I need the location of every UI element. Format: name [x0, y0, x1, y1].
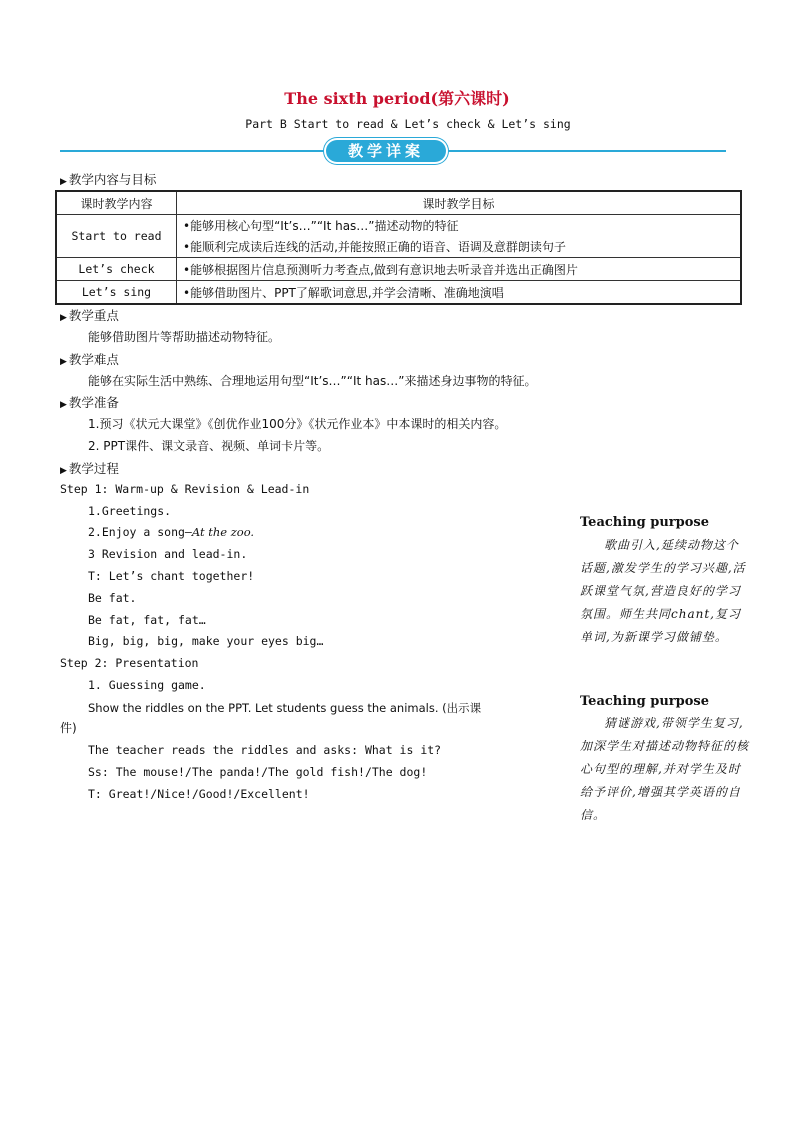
step1-line: Be fat, fat, fat… — [88, 613, 206, 627]
triangle-bullet-icon: ▶ — [60, 313, 67, 323]
key-points-text: 能够借助图片等帮助描述动物特征。 — [88, 330, 281, 344]
goal-item: •能顺利完成读后连线的活动,并能按照正确的语音、语调及意群朗读句子 — [183, 240, 566, 254]
goal-item: •能够根据图片信息预测听力考查点,做到有意识地去听录音并选出正确图片 — [177, 258, 742, 281]
goals-heading: ▶ 教学内容与目标 — [60, 172, 157, 187]
section-banner: 教学详案 — [326, 140, 446, 162]
step1-line: 3 Revision and lead-in. — [88, 547, 248, 561]
step1-line: 2.Enjoy a song—At the zoo. — [88, 525, 255, 539]
triangle-bullet-icon: ▶ — [60, 177, 67, 187]
row-content: Let’s sing — [56, 281, 177, 305]
goal-item: •能够用核心句型“It’s…”“It has…”描述动物的特征 — [183, 219, 459, 233]
col-header-content: 课时教学内容 — [56, 191, 177, 215]
banner-line-right — [442, 150, 726, 152]
page-title: The sixth period(第六课时) — [284, 89, 510, 108]
step2-line: 1. Guessing game. — [88, 678, 206, 692]
key-points-heading: ▶ 教学重点 — [60, 308, 119, 323]
preparation-item: 2. PPT课件、课文录音、视频、单词卡片等。 — [88, 439, 330, 453]
row-content: Let’s check — [56, 258, 177, 281]
step1-line: Big, big, big, make your eyes big… — [88, 634, 324, 648]
step2-line: Ss: The mouse!/The panda!/The gold fish!/The dog! — [88, 765, 428, 779]
teaching-purpose-title: Teaching purpose — [580, 515, 709, 530]
process-heading: ▶ 教学过程 — [60, 461, 119, 476]
table-header-row — [56, 191, 741, 215]
table-row — [56, 215, 741, 258]
step2-line: Show the riddles on the PPT. Let students guess the animals. (出示课 — [88, 701, 482, 715]
step2-line: T: Great!/Nice!/Good!/Excellent! — [88, 787, 310, 801]
difficulties-text: 能够在实际生活中熟练、合理地运用句型“It’s…”“It has…”来描述身边事物的特征。 — [88, 374, 537, 388]
teaching-purpose-text: 猜谜游戏,带领学生复习,加深学生对描述动物特征的核心句型的理解,并对学生及时给予评价,增强其学英语的自信。 — [580, 716, 750, 822]
table-row — [56, 258, 741, 281]
step1-title: Step 1: Warm-up & Revision & Lead-in — [60, 482, 310, 496]
preparation-item: 1.预习《状元大课堂》《创优作业100分》《状元作业本》中本课时的相关内容。 — [88, 417, 507, 431]
step1-line: 1.Greetings. — [88, 504, 172, 518]
col-header-goals: 课时教学目标 — [177, 191, 742, 215]
step1-line: Be fat. — [88, 591, 137, 605]
step2-line: The teacher reads the riddles and asks: What is it? — [88, 743, 442, 757]
teaching-purpose-text: 歌曲引入,延续动物这个话题,激发学生的学习兴趣,活跃课堂气氛,营造良好的学习氛围。师生共同chant,复习单词,为新课学习做铺垫。 — [580, 538, 746, 644]
triangle-bullet-icon: ▶ — [60, 357, 67, 367]
page-subtitle: Part B Start to read & Let’s check & Let’s sing — [245, 117, 571, 131]
row-content: Start to read — [56, 215, 177, 258]
step2-title: Step 2: Presentation — [60, 656, 199, 670]
preparation-heading: ▶ 教学准备 — [60, 395, 119, 410]
step1-line: T: Let’s chant together! — [88, 569, 255, 583]
row-goals — [177, 215, 742, 258]
goal-item: •能够借助图片、PPT了解歌词意思,并学会清晰、准确地演唱 — [177, 281, 742, 305]
banner-line-left — [60, 150, 330, 152]
table-row — [56, 281, 741, 305]
triangle-bullet-icon: ▶ — [60, 400, 67, 410]
goals-table — [55, 190, 742, 305]
difficulties-heading: ▶ 教学难点 — [60, 352, 119, 367]
step2-line-wrap: 件) — [60, 721, 77, 735]
teaching-purpose-title: Teaching purpose — [580, 694, 709, 709]
triangle-bullet-icon: ▶ — [60, 466, 67, 476]
song-title: At the zoo. — [191, 525, 255, 539]
